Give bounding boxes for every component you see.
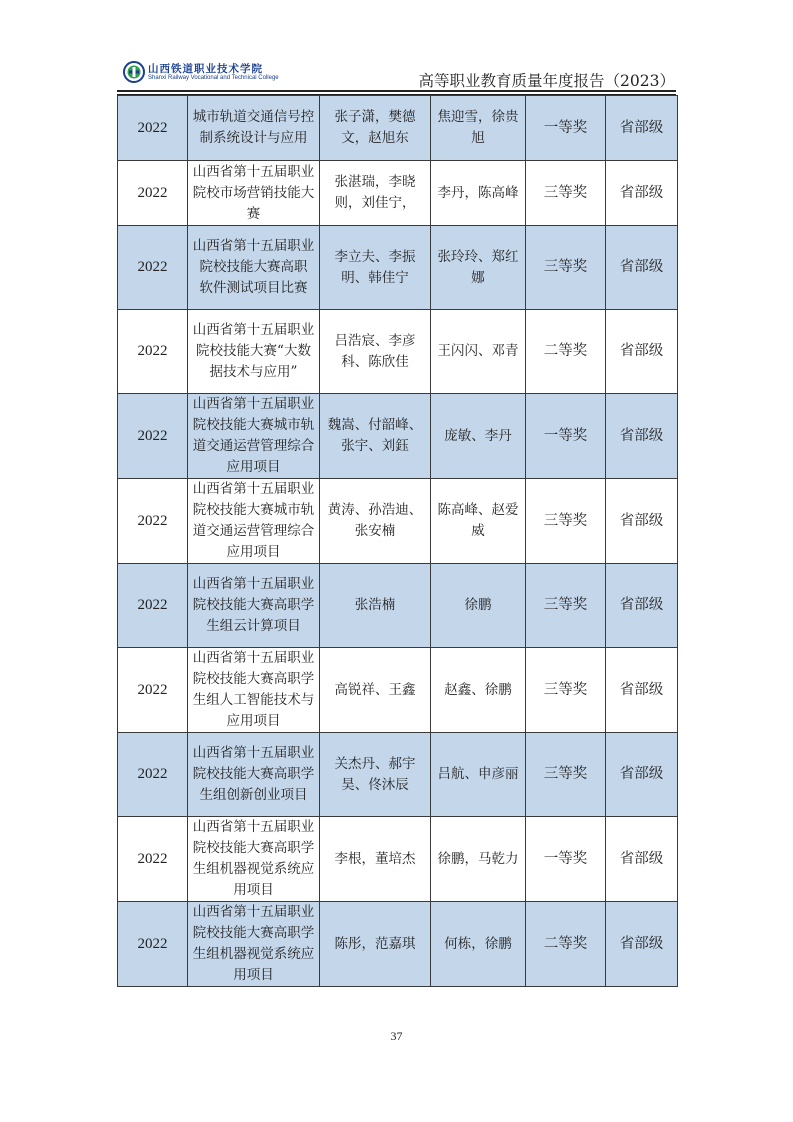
competition-name-cell: 山西省第十五届职业院校技能大赛高职 软件测试项目比赛 — [188, 226, 320, 310]
award-year-cell: 2022 — [118, 902, 188, 987]
table-row — [118, 648, 678, 733]
students-cell: 高锐祥、王鑫 — [320, 648, 431, 733]
teachers-cell: 徐鹏，马乾力 — [431, 817, 526, 902]
teachers-cell: 庞敏、李丹 — [431, 394, 526, 479]
award-level-cell: 省部级 — [606, 479, 678, 564]
award-grade-cell: 一等奖 — [526, 96, 606, 161]
students-cell: 李立夫、李振明、韩佳宁 — [320, 226, 431, 310]
school-name-english: Shanxi Railway Vocational and Technical College — [148, 75, 279, 81]
teachers-cell: 陈高峰、赵爱威 — [431, 479, 526, 564]
students-cell: 吕浩宸、李彦科、陈欣佳 — [320, 310, 431, 394]
students-cell: 关杰丹、郝宇昊、佟沐辰 — [320, 733, 431, 817]
teachers-cell: 王闪闪、邓青 — [431, 310, 526, 394]
competition-name-cell: 山西省第十五届职业院校技能大赛高职学生组人工智能技术与应用项目 — [188, 648, 320, 733]
school-name: 山西铁道职业技术学院 — [148, 63, 263, 75]
award-grade-cell: 二等奖 — [526, 310, 606, 394]
award-level-cell: 省部级 — [606, 817, 678, 902]
table-row — [118, 902, 678, 987]
award-year-cell: 2022 — [118, 817, 188, 902]
competition-name-cell: 山西省第十五届职业院校技能大赛高职学生组云计算项目 — [188, 564, 320, 648]
award-year-cell: 2022 — [118, 733, 188, 817]
students-cell: 张湛瑞，李晓则，刘佳宁， — [320, 161, 431, 226]
competition-name-cell: 山西省第十五届职业院校技能大赛城市轨道交通运营管理综合应用项目 — [188, 394, 320, 479]
header-rule-thick — [117, 90, 676, 92]
award-level-cell: 省部级 — [606, 648, 678, 733]
award-level-cell: 省部级 — [606, 226, 678, 310]
competition-name-cell: 山西省第十五届职业院校技能大赛高职学生组创新创业项目 — [188, 733, 320, 817]
award-grade-cell: 三等奖 — [526, 733, 606, 817]
table-row — [118, 564, 678, 648]
award-level-cell: 省部级 — [606, 310, 678, 394]
table-row — [118, 479, 678, 564]
students-cell: 魏嵩、付韶峰、张宇、刘鈺 — [320, 394, 431, 479]
award-level-cell: 省部级 — [606, 564, 678, 648]
award-year-cell: 2022 — [118, 394, 188, 479]
table-row — [118, 817, 678, 902]
award-grade-cell: 一等奖 — [526, 394, 606, 479]
teachers-cell: 徐鹏 — [431, 564, 526, 648]
page-header — [117, 55, 677, 95]
table-row — [118, 226, 678, 310]
competition-name-cell: 山西省第十五届职业院校技能大赛“大数据技术与应用” — [188, 310, 320, 394]
teachers-cell: 何栋，徐鹏 — [431, 902, 526, 987]
table-row — [118, 394, 678, 479]
teachers-cell: 焦迎雪，徐贵旭 — [431, 96, 526, 161]
teachers-cell: 张玲玲、郑红娜 — [431, 226, 526, 310]
table-row — [118, 96, 678, 161]
award-year-cell: 2022 — [118, 564, 188, 648]
award-level-cell: 省部级 — [606, 394, 678, 479]
students-cell: 张浩楠 — [320, 564, 431, 648]
award-grade-cell: 二等奖 — [526, 902, 606, 987]
award-level-cell: 省部级 — [606, 161, 678, 226]
award-year-cell: 2022 — [118, 310, 188, 394]
award-grade-cell: 一等奖 — [526, 817, 606, 902]
students-cell: 李根，董培杰 — [320, 817, 431, 902]
awards-table — [117, 95, 678, 987]
students-cell: 陈彤，范嘉琪 — [320, 902, 431, 987]
teachers-cell: 李丹，陈高峰 — [431, 161, 526, 226]
award-level-cell: 省部级 — [606, 902, 678, 987]
students-cell: 张子潇，樊德文，赵旭东 — [320, 96, 431, 161]
table-row — [118, 161, 678, 226]
teachers-cell: 吕航、申彦丽 — [431, 733, 526, 817]
teachers-cell: 赵鑫、徐鹏 — [431, 648, 526, 733]
competition-name-cell: 山西省第十五届职业院校技能大赛城市轨道交通运营管理综合应用项目 — [188, 479, 320, 564]
award-grade-cell: 三等奖 — [526, 648, 606, 733]
school-logo-icon — [123, 61, 145, 83]
award-grade-cell: 三等奖 — [526, 564, 606, 648]
competition-name-cell: 山西省第十五届职业院校技能大赛高职学生组机器视觉系统应用项目 — [188, 817, 320, 902]
award-grade-cell: 三等奖 — [526, 161, 606, 226]
award-year-cell: 2022 — [118, 226, 188, 310]
award-year-cell: 2022 — [118, 479, 188, 564]
award-year-cell: 2022 — [118, 96, 188, 161]
award-year-cell: 2022 — [118, 648, 188, 733]
page-number: 37 — [390, 1029, 403, 1043]
award-level-cell: 省部级 — [606, 733, 678, 817]
competition-name-cell: 山西省第十五届职业院校技能大赛高职学生组机器视觉系统应用项目 — [188, 902, 320, 987]
competition-name-cell: 山西省第十五届职业院校市场营销技能大赛 — [188, 161, 320, 226]
table-row — [118, 733, 678, 817]
awards-table-body — [118, 96, 678, 987]
award-year-cell: 2022 — [118, 161, 188, 226]
award-grade-cell: 三等奖 — [526, 226, 606, 310]
award-level-cell: 省部级 — [606, 96, 678, 161]
table-row — [118, 310, 678, 394]
students-cell: 黄涛、孙浩迪、张安楠 — [320, 479, 431, 564]
competition-name-cell: 城市轨道交通信号控制系统设计与应用 — [188, 96, 320, 161]
report-title: 高等职业教育质量年度报告（2023） — [418, 72, 675, 90]
award-grade-cell: 三等奖 — [526, 479, 606, 564]
